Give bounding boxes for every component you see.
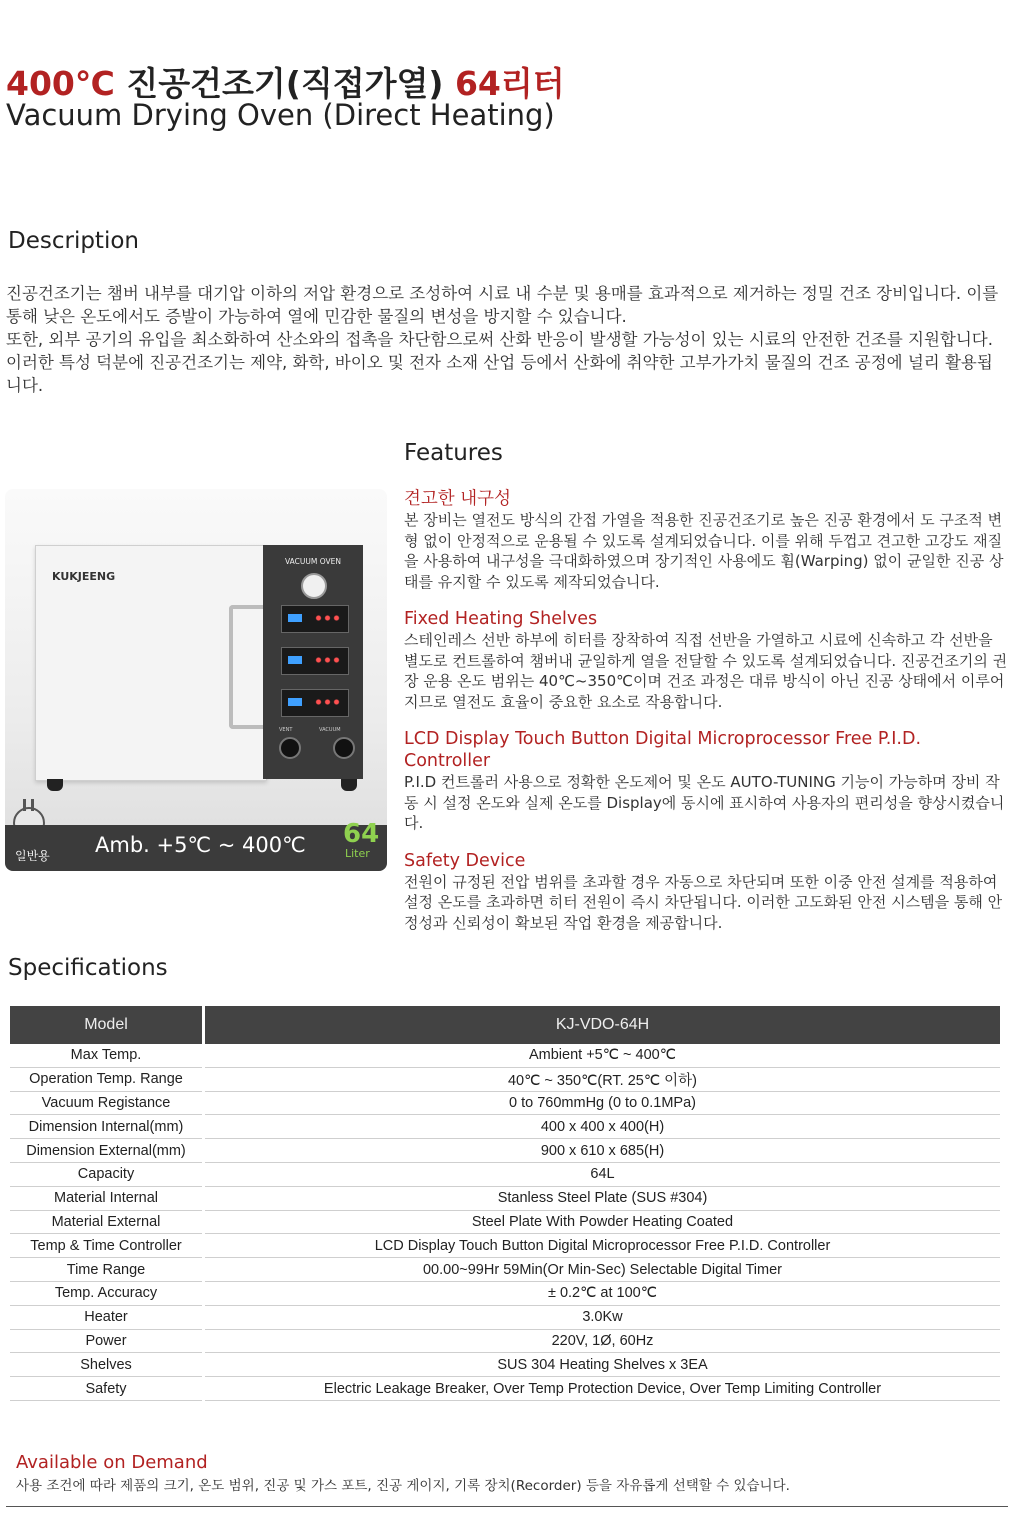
spec-key: Operation Temp. Range xyxy=(10,1067,204,1091)
brand-logo: KUKJEENG xyxy=(52,570,116,583)
spec-key: Capacity xyxy=(10,1162,204,1186)
description-heading: Description xyxy=(8,228,139,254)
spec-value: Steel Plate With Powder Heating Coated xyxy=(204,1210,1001,1234)
vacuum-label: VACUUM xyxy=(319,727,341,733)
spec-value: 3.0Kw xyxy=(204,1305,1001,1329)
title-temperature: 400℃ xyxy=(6,64,115,103)
spec-key: Dimension External(mm) xyxy=(10,1139,204,1163)
vent-label: VENT xyxy=(279,727,293,733)
spec-value: SUS 304 Heating Shelves x 3EA xyxy=(204,1353,1001,1377)
spec-key: Temp & Time Controller xyxy=(10,1234,204,1258)
available-on-demand-text: 사용 조건에 따라 제품의 크기, 온도 범위, 진공 및 가스 포트, 진공 게이지, 기록 장치(Recorder) 등을 자유롭게 선택할 수 있습니다. xyxy=(16,1478,790,1494)
vacuum-knob-icon xyxy=(333,737,355,759)
description-paragraph-2: 또한, 외부 공기의 유입을 최소화하여 산소와의 접촉을 차단함으로써 산화 반응이 발생할 가능성이 있는 시료의 안전한 건조를 지원합니다. 이러한 특성 덕분에 진공건조기는 제약, 화학, 바이오 및 전자 소재 산업 등에서 산화에 취약한 고부가가치 물질의 건조 공정에 널리 활용됩니다. xyxy=(6,330,993,395)
table-row xyxy=(10,1139,1000,1163)
spec-key: Time Range xyxy=(10,1258,204,1282)
table-row xyxy=(10,1067,1000,1091)
table-row xyxy=(10,1044,1000,1067)
spec-value: 00.00~99Hr 59Min(Or Min-Sec) Selectable Digital Timer xyxy=(204,1258,1001,1282)
spec-value: Ambient +5℃ ~ 400℃ xyxy=(204,1044,1001,1067)
controller-display-3 xyxy=(281,689,349,717)
bottom-divider xyxy=(6,1506,1008,1507)
header-model-value: KJ-VDO-64H xyxy=(204,1006,1001,1044)
control-panel xyxy=(263,545,363,779)
spec-key: Vacuum Registance xyxy=(10,1091,204,1115)
feature-body: 스테인레스 선반 하부에 히터를 장착하여 직접 선반을 가열하고 시료에 신속하고 각 선반을 별도로 컨트롤하여 챔버내 균일하게 열을 전달할 수 있도록 설계되었습니다. 진공건조기의 권장 운용 온도 범위는 40℃~350℃이며 건조 과정은 대류 방식이 아닌 진공 상태에서 이루어지므로 열전도 효율이 중요한 요소로 작용합니다. xyxy=(404,631,1008,711)
feature-title: Fixed Heating Shelves xyxy=(404,609,598,629)
spec-value: Electric Leakage Breaker, Over Temp Protection Device, Over Temp Limiting Controller xyxy=(204,1377,1001,1401)
table-row xyxy=(10,1234,1000,1258)
table-row xyxy=(10,1281,1000,1305)
feature-body: 본 장비는 열전도 방식의 간접 가열을 적용한 진공건조기로 높은 진공 환경에서 도 구조적 변형 없이 안정적으로 운용될 수 있도록 설계되었습니다. 이를 위해 두껍고 견고한 고강도 재질을 사용하여 내구성을 극대화하였으며 장기적인 사용에도 휨(Warping) 없이 균일한 진공 상태를 유지할 수 있도록 제작되었습니다. xyxy=(404,511,1004,591)
table-row xyxy=(10,1210,1000,1234)
spec-key: Material External xyxy=(10,1210,204,1234)
feature-title: LCD Display Touch Button Digital Microprocessor Free P.I.D. Controller xyxy=(404,729,922,771)
table-row xyxy=(10,1353,1000,1377)
feature-title: 견고한 내구성 xyxy=(404,489,511,509)
spec-key: Dimension Internal(mm) xyxy=(10,1115,204,1139)
feature-body: P.I.D 컨트롤러 사용으로 정확한 온도제어 및 온도 AUTO-TUNING 기능이 가능하며 장비 작동 시 설정 온도와 실제 온도를 Display에 동시에 표시하여 사용자의 편리성을 향상시켰습니다. xyxy=(404,773,1005,832)
spec-key: Material Internal xyxy=(10,1186,204,1210)
vacuum-gauge-icon xyxy=(301,573,327,599)
spec-key: Shelves xyxy=(10,1353,204,1377)
controller-display-2 xyxy=(281,647,349,675)
oven-foot-left xyxy=(47,779,63,791)
spec-value: ± 0.2℃ at 100℃ xyxy=(204,1281,1001,1305)
description-paragraph-1: 진공건조기는 챔버 내부를 대기압 이하의 저압 환경으로 조성하여 시료 내 수분 및 용매를 효과적으로 제거하는 정밀 건조 장비입니다. 이를 통해 낮은 온도에서도 증발이 가능하여 열에 민감한 물질의 변성을 방지할 수 있습니다. xyxy=(6,284,999,326)
spec-key: Temp. Accuracy xyxy=(10,1281,204,1305)
features-heading: Features xyxy=(404,440,503,466)
spec-value: Stanless Steel Plate (SUS #304) xyxy=(204,1186,1001,1210)
description-text xyxy=(6,282,1006,397)
table-row xyxy=(10,1091,1000,1115)
title-product-name: 진공건조기(직접가열) xyxy=(126,64,444,103)
spec-key: Power xyxy=(10,1329,204,1353)
spec-key: Safety xyxy=(10,1377,204,1401)
page-title-english: Vacuum Drying Oven (Direct Heating) xyxy=(6,98,555,132)
specifications-table xyxy=(10,1006,1000,1401)
feature-item xyxy=(404,488,1008,592)
specifications-heading: Specifications xyxy=(8,955,168,981)
oven-foot-right xyxy=(341,779,357,791)
available-on-demand-title: Available on Demand xyxy=(16,1452,208,1473)
spec-key: Heater xyxy=(10,1305,204,1329)
spec-value: LCD Display Touch Button Digital Microprocessor Free P.I.D. Controller xyxy=(204,1234,1001,1258)
header-model-label: Model xyxy=(10,1006,204,1044)
features-list xyxy=(404,488,1008,949)
spec-value: 220V, 1Ø, 60Hz xyxy=(204,1329,1001,1353)
spec-value: 0 to 760mmHg (0 to 0.1MPa) xyxy=(204,1091,1001,1115)
feature-title: Safety Device xyxy=(404,850,526,871)
table-row xyxy=(10,1305,1000,1329)
vent-knob-icon xyxy=(279,737,301,759)
feature-item xyxy=(404,850,1008,934)
spec-key: Max Temp. xyxy=(10,1044,204,1067)
table-row xyxy=(10,1115,1000,1139)
spec-value: 900 x 610 x 685(H) xyxy=(204,1139,1001,1163)
table-row xyxy=(10,1377,1000,1401)
table-row xyxy=(10,1258,1000,1282)
spec-value: 400 x 400 x 400(H) xyxy=(204,1115,1001,1139)
temperature-band xyxy=(5,819,387,871)
product-image xyxy=(5,489,387,871)
spec-value: 64L xyxy=(204,1162,1001,1186)
table-row xyxy=(10,1162,1000,1186)
table-row xyxy=(10,1329,1000,1353)
table-header-row xyxy=(10,1006,1000,1044)
title-capacity: 64리터 xyxy=(454,64,565,103)
feature-item xyxy=(404,608,1008,712)
controller-display-1 xyxy=(281,605,349,633)
feature-body: 전원이 규정된 전압 범위를 초과할 경우 자동으로 차단되며 또한 이중 안전 설계를 적용하여 설정 온도를 초과하면 히터 전원이 즉시 차단됩니다. 이러한 고도화된 안전 시스템을 통해 안정성과 신뢰성이 확보된 작업 환경을 제공합니다. xyxy=(404,872,1003,932)
panel-label: VACUUM OVEN xyxy=(285,557,341,566)
capacity-unit: Liter xyxy=(345,847,370,860)
table-row xyxy=(10,1186,1000,1210)
spec-value: 40℃ ~ 350℃(RT. 25℃ 이하) xyxy=(204,1067,1001,1091)
temperature-range: Amb. +5℃ ~ 400℃ xyxy=(95,833,306,857)
feature-item xyxy=(404,728,1008,834)
capacity-number: 64 xyxy=(343,819,380,849)
usage-label: 일반용 xyxy=(15,849,50,863)
